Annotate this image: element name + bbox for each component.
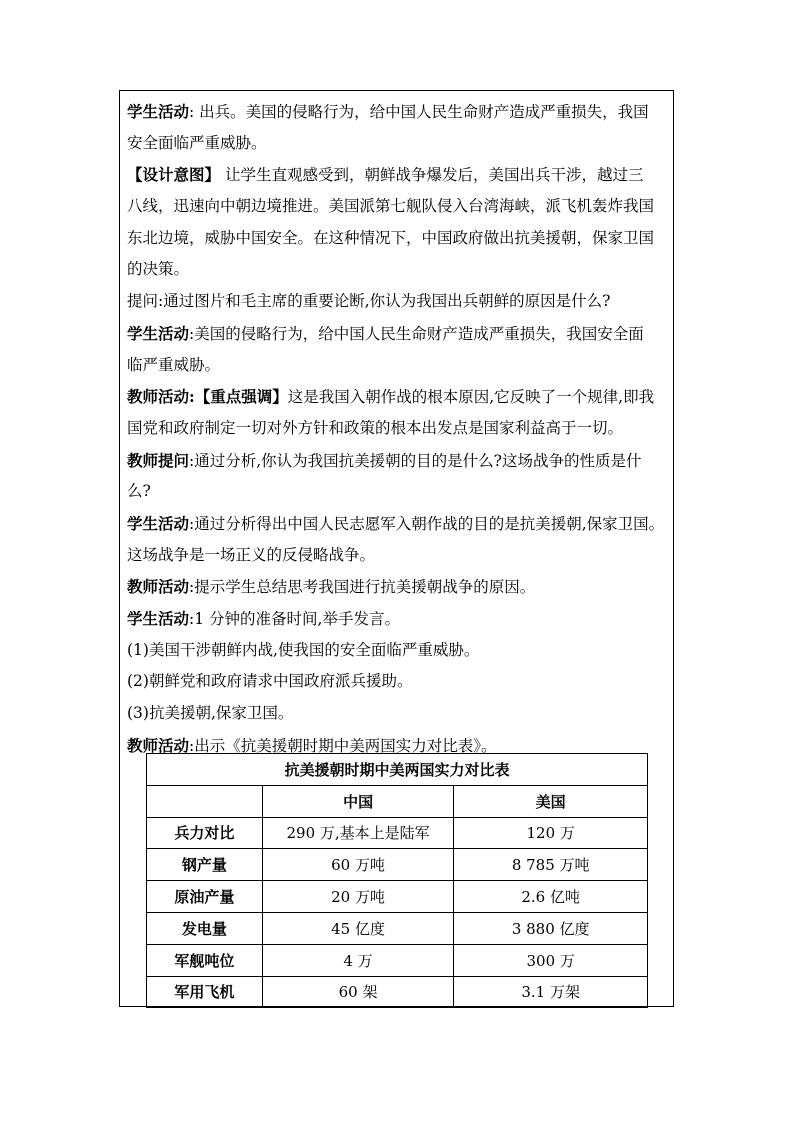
text-line — [127, 286, 669, 318]
row-label: 军用飞机 — [147, 976, 263, 1008]
text-line — [127, 254, 669, 286]
china-value: 45 亿度 — [262, 912, 454, 944]
text-line — [127, 159, 669, 191]
china-value: 290 万,基本上是陆军 — [262, 817, 454, 849]
line-text: 临严重威胁。 — [127, 355, 221, 374]
table-row — [147, 976, 648, 1008]
usa-value: 300 万 — [454, 944, 648, 976]
lesson-text — [127, 96, 669, 761]
line-text: : 出兵。美国的侵略行为，给中国人民生命财产造成严重损失，我国 — [189, 103, 649, 121]
text-line — [127, 540, 669, 572]
table-row — [147, 881, 648, 913]
comparison-table — [146, 753, 648, 1008]
line-label: 【设计意图】 — [127, 165, 221, 185]
text-line — [127, 635, 669, 667]
table-row — [147, 849, 648, 881]
table-header-usa: 美国 — [454, 785, 648, 817]
row-label: 兵力对比 — [147, 817, 263, 849]
text-line — [127, 96, 669, 128]
line-text: :出示《抗美援朝时期中美两国实力对比表》。 — [189, 736, 497, 755]
line-label: 学生活动 — [127, 102, 190, 121]
text-line — [127, 223, 669, 255]
text-line — [127, 698, 669, 730]
china-value: 60 万吨 — [262, 849, 454, 881]
table-title: 抗美援朝时期中美两国实力对比表 — [147, 754, 648, 786]
table-title-row — [147, 754, 648, 786]
text-line — [127, 445, 669, 477]
line-text: (3)抗美援朝,保家卫国。 — [127, 704, 294, 723]
text-line — [127, 571, 669, 603]
text-line — [127, 350, 669, 382]
row-label: 军舰吨位 — [147, 944, 263, 976]
line-label: 教师提问 — [127, 450, 190, 470]
line-text: :1 分钟的准备时间,举手发言。 — [189, 610, 400, 628]
line-label: 教师活动 — [127, 735, 190, 755]
text-line — [127, 508, 669, 540]
table-header-corner — [147, 785, 263, 817]
usa-value: 8 785 万吨 — [454, 849, 648, 881]
line-text: 八线，迅速向中朝边境推进。美国派第七舰队侵入台湾海峡，派飞机轰炸我国 — [127, 197, 655, 216]
line-text: 么? — [127, 482, 151, 501]
line-text: :美国的侵略行为，给中国人民生命财产造成严重损失，我国安全面 — [189, 324, 644, 343]
text-line — [127, 318, 669, 350]
table-row — [147, 817, 648, 849]
table-row — [147, 912, 648, 944]
table-header-china: 中国 — [262, 785, 454, 817]
text-line — [127, 603, 669, 635]
line-text: 安全面临严重威胁。 — [127, 133, 267, 152]
usa-value: 3.1 万架 — [454, 976, 648, 1008]
line-text: 这是我国入朝作战的根本原因,它反映了一个规律,即我 — [287, 388, 655, 407]
line-text: 东北边境，威胁中国安全。在这种情况下，中国政府做出抗美援朝，保家卫国 — [127, 228, 655, 247]
line-label: 学生活动 — [127, 609, 190, 628]
line-text: :提示学生总结思考我国进行抗美援朝战争的原因。 — [189, 578, 536, 597]
line-text: 这场战争是一场正义的反侵略战争。 — [127, 545, 376, 564]
table-header-row — [147, 785, 648, 817]
line-text: 国党和政府制定一切对外方针和政策的根本出发点是国家利益高于一切。 — [127, 418, 624, 437]
text-line — [127, 191, 669, 223]
line-text: (2)朝鲜党和政府请求中国政府派兵援助。 — [127, 672, 413, 691]
china-value: 60 架 — [262, 976, 454, 1008]
china-value: 4 万 — [262, 944, 454, 976]
table-row — [147, 944, 648, 976]
line-text: 让学生直观感受到，朝鲜战争爆发后，美国出兵干涉，越过三 — [220, 166, 644, 185]
usa-value: 2.6 亿吨 — [454, 881, 648, 913]
text-line — [127, 128, 669, 160]
row-label: 钢产量 — [147, 849, 263, 881]
text-line — [127, 381, 669, 413]
line-text: (1)美国干涉朝鲜内战,使我国的安全面临严重威胁。 — [127, 640, 480, 659]
usa-value: 3 880 亿度 — [454, 912, 648, 944]
line-text: :通过分析得出中国人民志愿军入朝作战的目的是抗美援朝,保家卫国。 — [189, 514, 665, 533]
line-label: 教师活动 — [127, 577, 190, 597]
china-value: 20 万吨 — [262, 881, 454, 913]
line-label: 学生活动 — [127, 323, 190, 343]
line-label: 教师活动:【重点强调】 — [127, 387, 288, 407]
line-text: 提问:通过图片和毛主席的重要论断,你认为我国出兵朝鲜的原因是什么? — [127, 292, 611, 311]
text-line — [127, 666, 669, 698]
line-label: 学生活动 — [127, 513, 190, 533]
row-label: 发电量 — [147, 912, 263, 944]
text-line — [127, 476, 669, 508]
line-text: 的决策。 — [127, 260, 190, 279]
text-line — [127, 413, 669, 445]
row-label: 原油产量 — [147, 881, 263, 913]
line-text: :通过分析,你认为我国抗美援朝的目的是什么?这场战争的性质是什 — [189, 451, 642, 470]
usa-value: 120 万 — [454, 817, 648, 849]
